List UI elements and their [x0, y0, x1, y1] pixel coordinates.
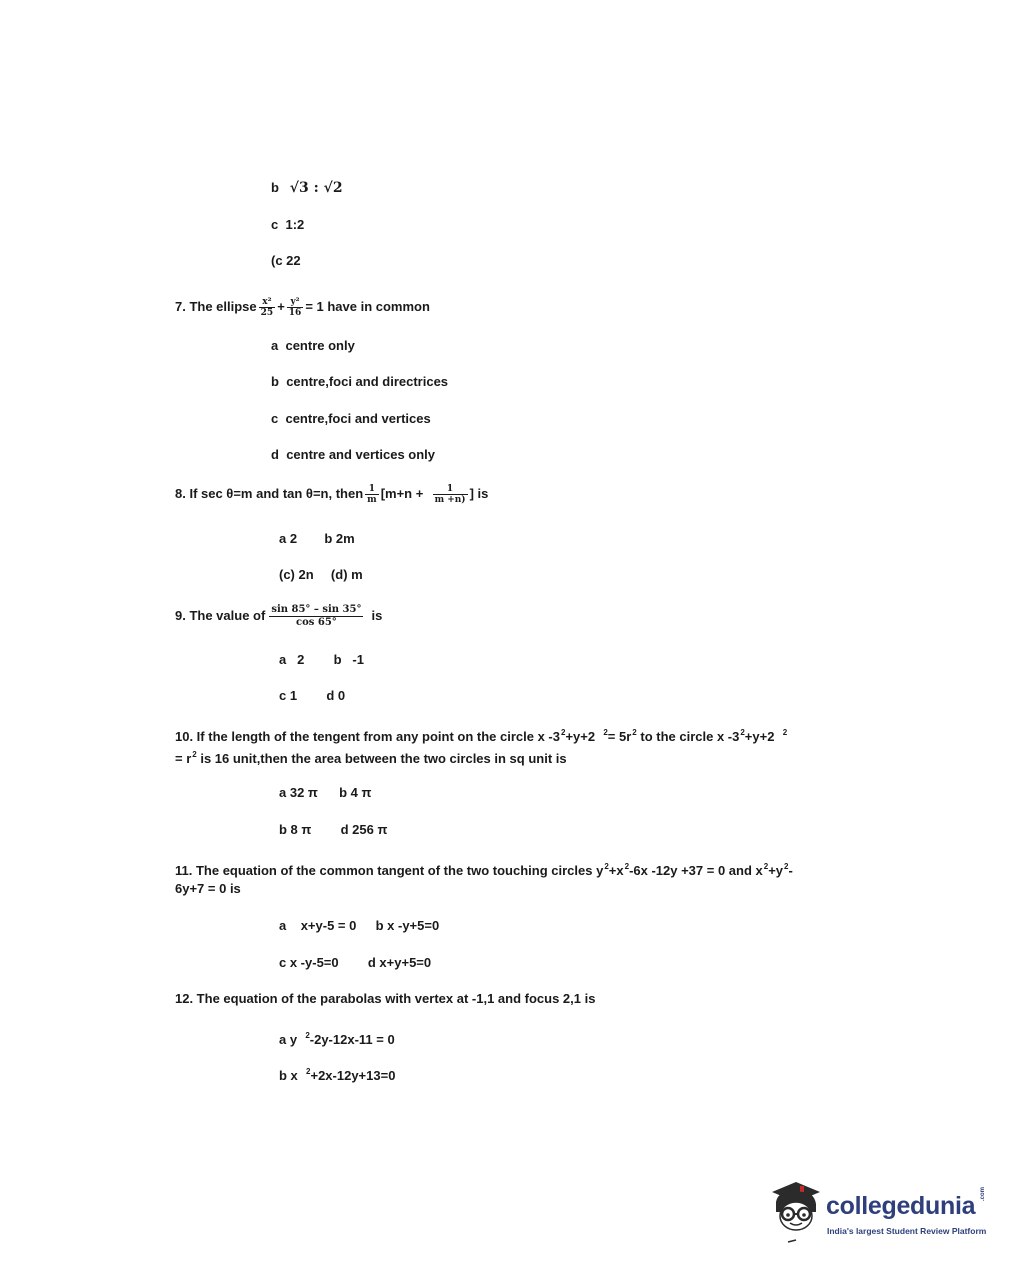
q8-option-d: (d) m: [330, 567, 363, 582]
q8-fraction-2: $\frac{1}{m +n)}$: [434, 484, 466, 505]
q9-option-c: c 1: [279, 688, 298, 703]
q7-option-c: c centre,foci and vertices: [271, 411, 431, 426]
q9-question: 9. The value of $\frac{\sin 85^\circ - \sin 35^\circ}{\cos 65^\circ}$ is: [175, 604, 383, 628]
q11-question-line1: 11. The equation of the common tangent of the two touching circles $y^2+x^2-6x$ -12y +37 = 0 and $x^2+y^2-$: [175, 862, 793, 878]
q7-option-b: b centre,foci and directrices: [271, 374, 449, 389]
q10-option-c: b 8 π: [279, 822, 312, 837]
q8-options-cd: [279, 567, 363, 583]
brand-name: collegedunia: [826, 1192, 976, 1220]
q12-option-b: b x $^2$+2x-12y+13=0: [279, 1067, 396, 1083]
q6-option-c: c 1:2: [271, 217, 305, 232]
q10-option-a: a 32 π: [279, 785, 318, 800]
q11-option-d: d x+y+5=0: [367, 955, 432, 970]
q8-fraction-1: $\frac{1}{m}$: [367, 484, 377, 505]
q7-fraction-y: $\frac{\text{y²}}{16}$: [288, 297, 302, 318]
q9-options-ab: a 2 b -1: [279, 652, 364, 667]
brand-tagline: India's largest Student Review Platform: [827, 1226, 987, 1236]
q9-option-d: d 0: [326, 688, 346, 703]
q7-option-a: a centre only: [271, 338, 355, 353]
q6-option-b: b √3 : √2: [271, 180, 343, 196]
q7-option-d: d centre and vertices only: [271, 447, 436, 462]
q8-option-b: b 2m: [324, 531, 355, 546]
q10-option-b: b 4 π: [339, 785, 372, 800]
q12-question: 12. The equation of the parabolas with vertex at -1,1 and focus 2,1 is: [175, 991, 596, 1006]
q10-question-line1: 10. If the length of the tengent from any point on the circle x $-3^2+y+2$ $^2= 5r^2$ to the circle x $-3^2+y+2$ $^2$: [175, 728, 788, 744]
q10-options-ab: [279, 785, 371, 801]
q11-question-line2: 6y+7 = 0 is: [175, 881, 241, 896]
q9-fraction: $\frac{\sin 85^\circ - \sin 35^\circ}{\cos 65^\circ}$: [271, 604, 362, 628]
q11-options-ab: a x+y-5 = 0 b x -y+5=0: [279, 918, 440, 933]
q10-option-d: d 256 π: [340, 822, 388, 837]
q10-question-line2: = $r^2$ is 16 unit,then the area between the two circles in sq unit is: [175, 750, 567, 766]
mascot-logo-icon: [766, 1176, 826, 1246]
q6-option-d: (c 22: [271, 253, 301, 268]
q8-options-ab: [279, 531, 355, 547]
q12-option-a: a y $^2$-2y-12x-11 = 0: [279, 1031, 395, 1047]
brand-com: .com: [980, 1186, 986, 1201]
q10-options-cd: [279, 822, 387, 838]
q8-question: 8. If sec θ=m and tan θ=n, then $\frac{1}{m}$ [m+n + $\frac{1}{m +n)}$ ] is: [175, 484, 489, 505]
q11-option-b: b x -y+5=0: [375, 918, 440, 933]
q8-option-a: a 2: [279, 531, 298, 546]
q11-option-c: c x -y-5=0: [279, 955, 339, 970]
q7-question: 7. The ellipse $\frac{\text{x²}}{25}$ + $\frac{\text{y²}}{16}$ = 1 have in common: [175, 297, 430, 318]
q9-options-cd: [279, 688, 345, 704]
q11-options-cd: [279, 955, 431, 971]
q7-fraction-x: $\frac{\text{x²}}{25}$: [260, 297, 274, 318]
q8-option-c: (c) 2n: [279, 567, 314, 582]
